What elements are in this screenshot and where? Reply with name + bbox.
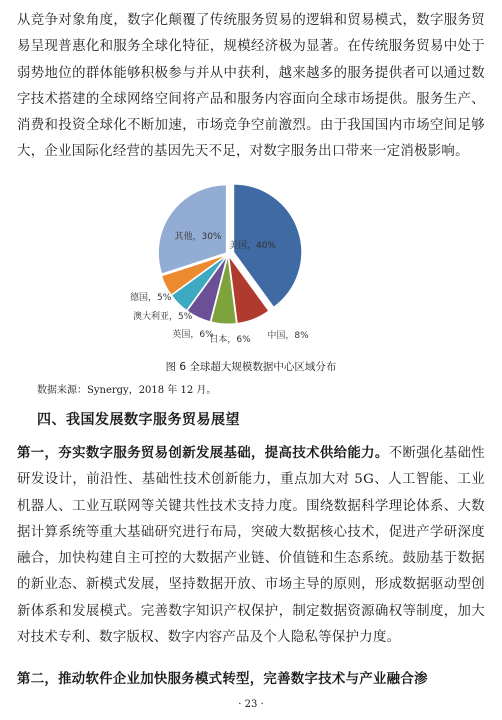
slice-label: 日本，6% (209, 335, 251, 345)
slice-label: 德国，5% (130, 293, 172, 303)
intro-paragraph: 从竞争对象角度，数字化颠覆了传统服务贸易的逻辑和贸易模式，数字服务贸易呈现普惠化和服务全球化特征，规模经济极为显著。在传统服务贸易中处于弱势地位的群体能够积极参与并从中获利，越来越多的服务提供者可以通过数字技术搭建的全球网络空间将产品和服务内容面向全球市场提供。服务生产、消费和投资全球化不断加速，市场竞争空前激烈。由于我国国内市场空间足够大，企业国际化经营的基因先天不足，对数字服务出口带来一定消极影响。 (17, 13, 485, 160)
slice-label: 其他，30% (174, 232, 222, 242)
paragraph-body: 不断强化基础性研发设计，前沿性、基础性技术创新能力，重点加大对 5G、人工智能、工业机器人、工业互联网等关键共性技术支持力度。围绕数据科学理论体系、大数据计算系统等重大基础研究进行布局，突破大数据核心技术，促进产学研深度融合，加快构建自主可控的大数据产业链、价值链和生态系统。鼓励基于数据的新业态、新模式发展，坚持数据开放、市场主导的原则，形成数据驱动型创新体系和发展模式。完善数字知识产权保护，制定数据资源确权等制度，加大对技术专利、数字版权、数字内容产品及个人隐私等保护力度。 (17, 446, 485, 646)
paragraph-lead: 第二，推动软件企业加快服务模式转型，完善数字技术与产业融合渗 (17, 672, 428, 687)
data-source: 数据来源：Synergy，2018 年 12 月。 (37, 385, 217, 396)
figure-caption: 图 6 全球超大规模数据中心区域分布 (165, 361, 337, 373)
paragraph-lead: 第一，夯实数字服务贸易创新发展基础，提高技术供给能力。 (17, 446, 389, 461)
paragraph-first-point (17, 441, 485, 651)
slice-label: 美国，40% (228, 241, 276, 251)
paragraph-second-point (17, 667, 485, 693)
page-number: · 23 · (238, 699, 264, 710)
slice-label: 英国，6% (172, 330, 214, 340)
slice-label: 中国，8% (267, 331, 309, 341)
slice-label: 澳大利亚，5% (133, 312, 193, 322)
section-heading: 四、我国发展数字服务贸易展望 (37, 412, 240, 428)
pie-chart (100, 182, 400, 362)
